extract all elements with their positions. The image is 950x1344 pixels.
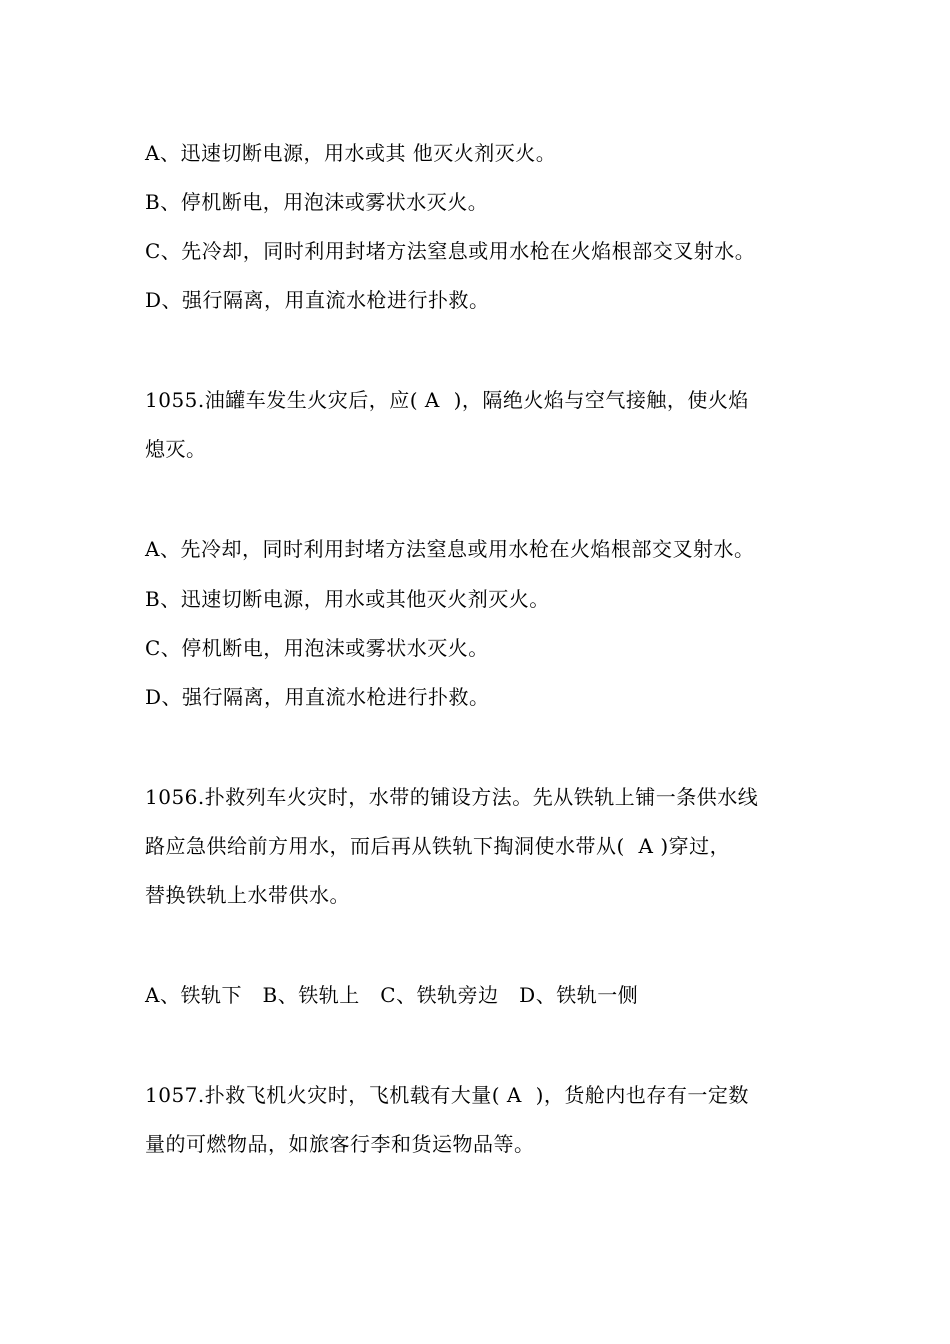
q1055-option-a: A、先冷却，同时利用封堵方法窒息或用水枪在火焰根部交叉射水。 (145, 537, 755, 561)
q1055-question-line-1: 1055.油罐车发生火灾后，应( A )，隔绝火焰与空气接触，使火焰 (145, 388, 749, 412)
q1054-option-b: B、停机断电，用泡沫或雾状水灭火。 (145, 190, 489, 214)
q1056-question-line-2: 路应急供给前方用水，而后再从铁轨下掏洞使水带从( A )穿过， (145, 834, 731, 858)
q1056-options: A、铁轨下 B、铁轨上 C、铁轨旁边 D、铁轨一侧 (145, 983, 639, 1007)
q1055-option-c: C、停机断电，用泡沫或雾状水灭火。 (145, 636, 489, 660)
q1056-question-line-3: 替换铁轨上水带供水。 (145, 883, 350, 907)
q1054-option-c: C、先冷却，同时利用封堵方法窒息或用水枪在火焰根部交叉射水。 (145, 239, 756, 263)
q1054-option-a: A、迅速切断电源，用水或其 他灭火剂灭火。 (145, 141, 557, 165)
q1057-question-line-2: 量的可燃物品，如旅客行李和货运物品等。 (145, 1132, 535, 1156)
q1055-option-d: D、强行隔离，用直流水枪进行扑救。 (145, 685, 490, 709)
q1056-question-line-1: 1056.扑救列车火灾时，水带的铺设方法。先从铁轨上铺一条供水线 (145, 785, 759, 809)
q1054-option-d: D、强行隔离，用直流水枪进行扑救。 (145, 288, 490, 312)
q1055-option-b: B、迅速切断电源，用水或其他灭火剂灭火。 (145, 587, 550, 611)
q1055-question-line-2: 熄灭。 (145, 437, 207, 461)
q1057-question-line-1: 1057.扑救飞机火灾时，飞机载有大量( A )，货舱内也存有一定数 (145, 1083, 749, 1107)
